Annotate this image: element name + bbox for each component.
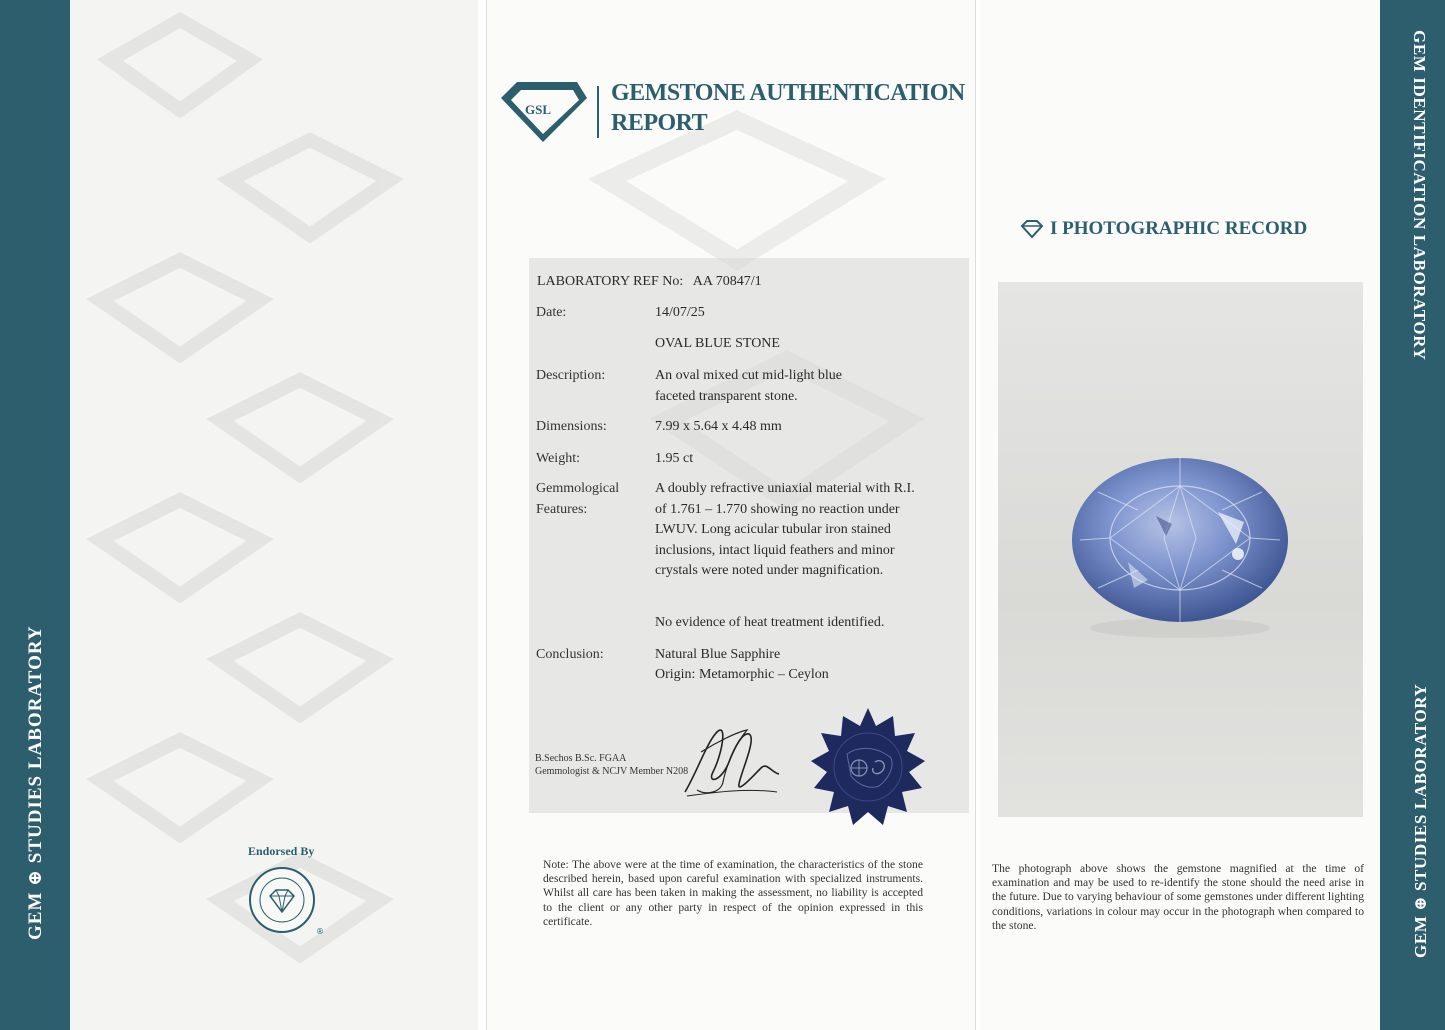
photographic-record-heading [1020, 218, 1307, 240]
features-label-line-1: Gemmological [536, 481, 620, 496]
stone-heading: OVAL BLUE STONE [655, 336, 780, 351]
report-details-panel [486, 0, 976, 1030]
gsl-logo-text: GSL [525, 102, 552, 117]
photographic-record-panel [980, 0, 1445, 1030]
origin-value: Origin: Metamorphic – Ceylon [655, 667, 829, 682]
gaa-seal-icon [246, 862, 322, 938]
lab-ref-label: LABORATORY REF No: [537, 274, 684, 289]
left-band-label: GEM ⊕ STUDIES LABORATORY [24, 625, 46, 940]
description-label: Description: [536, 368, 606, 383]
dimensions-label: Dimensions: [536, 419, 607, 434]
left-cover-panel [0, 0, 478, 1030]
report-title-line-1: GEMSTONE AUTHENTICATION [611, 80, 965, 106]
heat-treatment-note: No evidence of heat treatment identified. [655, 615, 885, 630]
diamond-icon [1020, 220, 1044, 238]
date-value: 14/07/25 [655, 305, 705, 320]
features-label [536, 479, 619, 520]
dimensions-value: 7.99 x 5.64 x 4.48 mm [655, 419, 782, 434]
right-band-top-label: GEM IDENTIFICATION LABORATORY [1410, 30, 1429, 361]
sapphire-gemstone-icon [1068, 452, 1298, 627]
features-label-line-2: Features: [536, 501, 588, 517]
features-value: A doubly refractive uniaxial material with R.I. of 1.761 – 1.770 showing no reaction under LWUV. Long acicular tubular iron stained inclusions, intact liquid feathers and minor crystals were noted under magnification. [655, 481, 915, 578]
signatory-title: Gemmologist & NCJV Member N208 [535, 766, 689, 777]
weight-label: Weight: [536, 451, 580, 466]
weight-value: 1.95 ct [655, 451, 694, 466]
lab-ref-row [537, 272, 762, 293]
diamond-watermark-pattern [70, 0, 410, 1030]
laboratory-seal-icon [807, 706, 929, 828]
description-value: An oval mixed cut mid-light blue faceted transparent stone. [655, 368, 843, 404]
header-divider [597, 86, 599, 138]
lab-ref-value: AA 70847/1 [692, 274, 762, 289]
report-title-line-2: REPORT [611, 110, 708, 136]
right-band-bottom-label: GEM ⊕ STUDIES LABORATORY [1411, 683, 1430, 958]
endorsed-by-label: Endorsed By [248, 844, 315, 858]
gsl-logo-icon [497, 76, 589, 146]
seal-registered-mark: ® [316, 927, 324, 936]
report-title [611, 78, 971, 138]
photographic-record-title: I PHOTOGRAPHIC RECORD [1050, 218, 1308, 239]
disclaimer-note: Note: The above were at the time of examination, the characteristics of the stone described herein, based upon careful examination with specialized instruments. Whilst all care has been taken in making the assessment, no liability is accepted to the client or any other party in respect of the opinion expressed in this certificate. [543, 858, 923, 928]
photograph-note: The photograph above shows the gemstone magnified at the time of examination and may be used to re-identify the stone should the need arise in the future. Due to varying behaviour of some gemstones under different lighting conditions, variations in colour may occur in the photograph when compared to the stone. [992, 862, 1364, 932]
conclusion-value: Natural Blue Sapphire [655, 647, 781, 662]
signature-icon [677, 712, 787, 802]
date-label: Date: [536, 305, 567, 320]
gemstone-photo-frame [998, 282, 1363, 817]
conclusion-label: Conclusion: [536, 647, 604, 662]
signatory-name: B.Sechos B.Sc. FGAA [535, 753, 627, 764]
